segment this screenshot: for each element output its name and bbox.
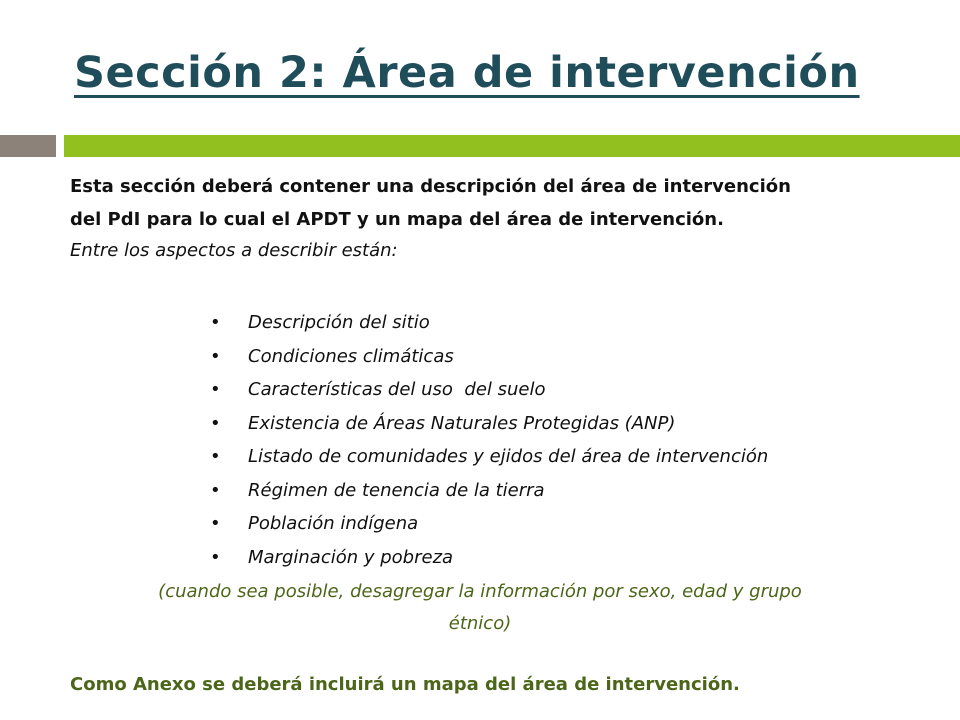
annex-note: Como Anexo se deberá incluirá un mapa del área de intervención. [70,674,740,695]
list-item-label: Descripción del sitio [248,312,430,333]
bullet-icon: • [210,312,221,333]
slide-body [70,170,890,640]
bullet-icon: • [210,546,221,568]
intro-line-2: del PdI para lo cual el APDT y un mapa del área de intervención. [70,209,724,230]
note-line-1: (cuando sea posible, desagregar la información por sexo, edad y grupo [158,581,802,602]
intro-line-1: Esta sección deberá contener una descripción del área de intervención [70,176,791,197]
bullet-icon: • [210,379,221,400]
list-item [210,474,890,508]
note-line-2: étnico) [448,613,512,634]
list-item-label: Régimen de tenencia de la tierra [248,479,545,501]
bullet-icon: • [210,513,221,534]
bullet-icon: • [210,479,221,501]
title-divider-green [64,135,960,157]
list-item [210,306,890,340]
list-item [210,340,890,374]
disaggregation-note [70,576,890,640]
list-item-label: Características del uso del suelo [248,379,546,400]
list-item [210,440,890,474]
intro-line-3: Entre los aspectos a describir están: [70,240,398,261]
aspects-list [70,306,890,574]
list-item-label: Condiciones climáticas [248,345,454,367]
list-item-label: Población indígena [248,513,419,534]
list-item [210,407,890,441]
title-divider-gray [0,135,56,157]
bullet-icon: • [210,446,221,467]
bullet-icon: • [210,412,221,434]
list-item-label: Marginación y pobreza [248,546,454,568]
list-item-label: Existencia de Áreas Naturales Protegidas (ANP) [248,412,676,434]
list-item-label: Listado de comunidades y ejidos del área de intervención [248,446,769,467]
list-item [210,541,890,575]
list-item [210,373,890,407]
slide-title: Sección 2: Área de intervención [74,48,860,98]
bullet-icon: • [210,345,221,367]
list-item [210,507,890,541]
